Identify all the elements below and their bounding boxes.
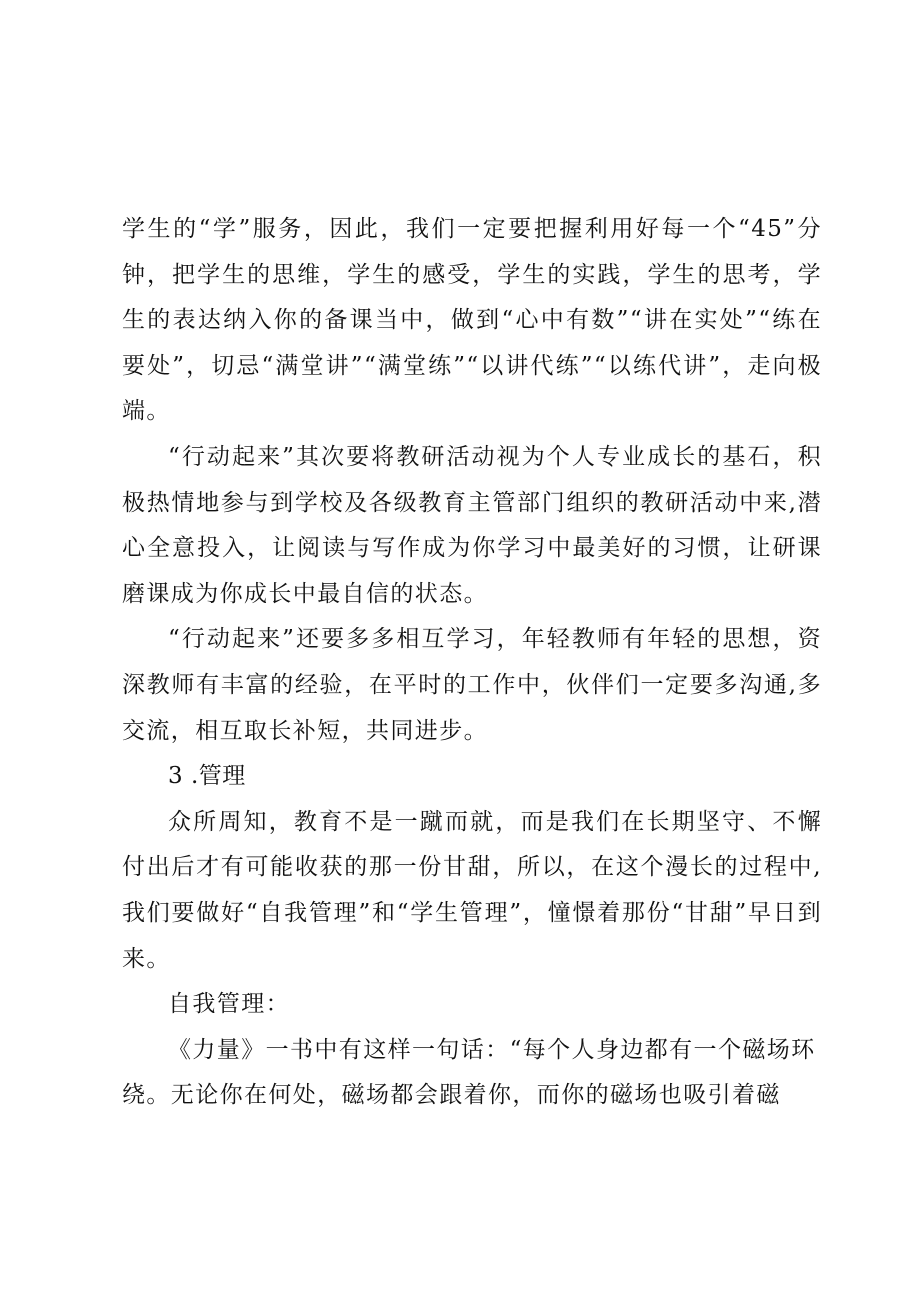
paragraph-mutual-learning: “行动起来”还要多多相互学习，年轻教师有年轻的思想，资深教师有丰富的经验，在平时的工作中，伙伴们一定要多沟通,多交流，相互取长补短，共同进步。 xyxy=(122,626,822,744)
paragraph-continuation: 学生的“学”服务，因此，我们一定要把握利用好每一个“45”分钟，把学生的思维，学生的感受，学生的实践，学生的思考，学生的表达纳入你的备课当中，做到“心中有数”“讲在实处”“练在要处”，切忌“满堂讲”“满堂练”“以讲代练”“以练代讲”，走向极端。 xyxy=(122,216,822,425)
document-body xyxy=(122,207,822,1119)
paragraph-teaching-research: “行动起来”其次要将教研活动视为个人专业成长的基石，积极热情地参与到学校及各级教育主管部门组织的教研活动中来,潜心全意投入，让阅读与写作成为你学习中最美好的习惯，让研课磨课成为你成长中最自信的状态。 xyxy=(122,443,822,607)
paragraph-management-intro: 众所周知，教育不是一蹴而就，而是我们在长期坚守、不懈付出后才有可能收获的那一份甘甜，所以，在这个漫长的过程中,我们要做好“自我管理”和“学生管理”，憧憬着那份“甘甜”早日到来。 xyxy=(122,808,822,972)
subheading-self-management: 自我管理： xyxy=(168,991,290,1018)
paragraph-quote: 《力量》一书中有这样一句话：“每个人身边都有一个磁场环绕。无论你在何处，磁场都会跟着你，而你的磁场也吸引着磁 xyxy=(122,1036,816,1109)
section-heading-management: 3 .管理 xyxy=(168,763,246,790)
